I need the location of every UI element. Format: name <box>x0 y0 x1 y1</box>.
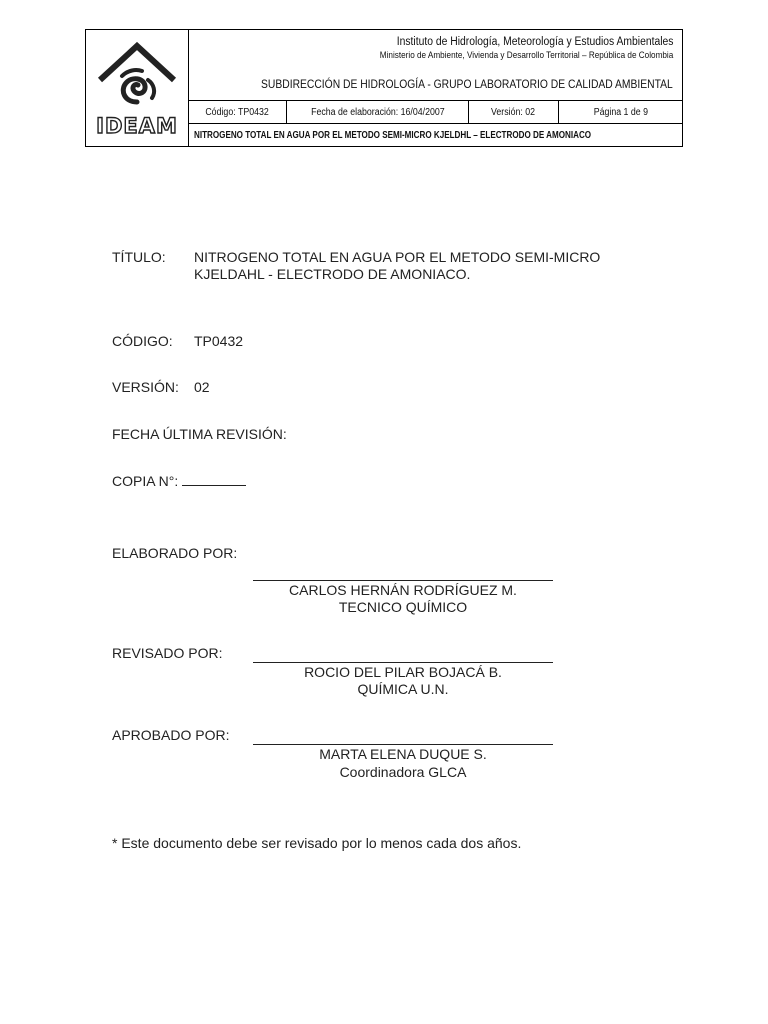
revisado-role: QUÍMICA U.N. <box>357 681 449 697</box>
doc-title-row <box>189 124 683 146</box>
titulo-label: TÍTULO: <box>112 249 166 265</box>
elaborado-label: ELABORADO POR: <box>112 545 238 561</box>
version-value: 02 <box>194 379 210 395</box>
fecha-revision-label: FECHA ÚLTIMA REVISIÓN: <box>112 426 287 442</box>
ministry-name: Ministerio de Ambiente, Vivienda y Desarrollo Territorial – República de Colombia <box>379 50 673 61</box>
page-text: Página 1 de 9 <box>593 106 649 118</box>
meta-row <box>189 101 683 124</box>
institute-name: Instituto de Hidrología, Meteorología y Estudios Ambientales <box>396 36 673 48</box>
aprobado-name: MARTA ELENA DUQUE S. <box>319 746 487 762</box>
ideam-logo-icon <box>96 40 178 112</box>
logo-cell <box>86 30 189 146</box>
logo-text: IDEAM <box>96 114 178 138</box>
elaborado-role: TECNICO QUÍMICO <box>338 599 468 615</box>
elaborado-name: CARLOS HERNÁN RODRÍGUEZ M. <box>289 582 517 598</box>
copia-blank-line <box>182 473 246 486</box>
copia-label: COPIA N°: <box>112 473 179 489</box>
document-header <box>85 29 683 147</box>
aprobado-label: APROBADO POR: <box>112 727 230 743</box>
aprobado-signature-line <box>253 744 553 745</box>
date-text: Fecha de elaboración: 16/04/2007 <box>310 106 445 118</box>
doc-title: NITROGENO TOTAL EN AGUA POR EL METODO SEMI-MICRO KJELDHL – ELECTRODO DE AMONIACO <box>194 129 592 141</box>
page-cell <box>559 101 683 123</box>
date-cell <box>287 101 469 123</box>
footnote: * Este documento debe ser revisado por lo menos cada dos años. <box>112 835 522 851</box>
version-cell <box>469 101 559 123</box>
revisado-label: REVISADO POR: <box>112 645 223 661</box>
codigo-label: CÓDIGO: <box>112 333 173 349</box>
titulo-line-1: NITROGENO TOTAL EN AGUA POR EL METODO SEMI-MICRO <box>194 249 601 265</box>
titulo-line-2: KJELDAHL - ELECTRODO DE AMONIACO. <box>194 266 471 282</box>
codigo-value: TP0432 <box>194 333 244 349</box>
revisado-signature-line <box>253 662 553 663</box>
elaborado-signature-line <box>253 580 553 581</box>
code-cell <box>189 101 287 123</box>
aprobado-role: Coordinadora GLCA <box>339 764 467 780</box>
subdirection-name: SUBDIRECCIÓN DE HIDROLOGÍA - GRUPO LABORATORIO DE CALIDAD AMBIENTAL <box>261 77 673 91</box>
version-text: Versión: 02 <box>491 106 536 118</box>
institute-cell <box>189 30 683 101</box>
version-label: VERSIÓN: <box>112 379 179 395</box>
revisado-name: ROCIO DEL PILAR BOJACÁ B. <box>304 664 502 680</box>
copia-row <box>112 473 246 489</box>
code-text: Código: TP0432 <box>205 106 270 118</box>
